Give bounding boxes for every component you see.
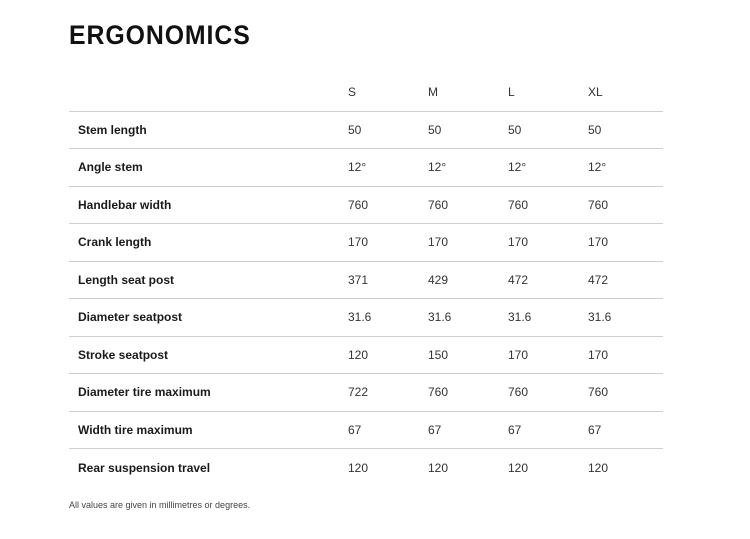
cell-value-s: 31.6 [348, 310, 372, 325]
row-label: Rear suspension travel [78, 460, 211, 475]
cell-value-m: 50 [428, 122, 442, 137]
header-size-l: L [508, 85, 515, 100]
cell-value-m: 120 [428, 460, 449, 475]
row-label: Handlebar width [78, 197, 172, 212]
cell-value-xl: 12° [588, 160, 607, 175]
table-row-width-tire-maximum [69, 411, 663, 449]
row-label: Diameter tire maximum [78, 385, 211, 400]
table-row-crank-length [69, 224, 663, 262]
cell-value-l: 760 [508, 385, 529, 400]
cell-value-m: 760 [428, 197, 449, 212]
cell-value-xl: 170 [588, 235, 609, 250]
cell-value-s: 120 [348, 347, 369, 362]
cell-value-s: 67 [348, 422, 362, 437]
cell-value-xl: 67 [588, 422, 602, 437]
table-row-diameter-seatpost [69, 299, 663, 337]
page-title: ERGONOMICS [69, 20, 251, 50]
cell-value-m: 67 [428, 422, 442, 437]
cell-value-s: 760 [348, 197, 369, 212]
ergonomics-table [69, 74, 663, 486]
cell-value-xl: 50 [588, 122, 602, 137]
row-label: Angle stem [78, 160, 143, 175]
cell-value-m: 429 [428, 272, 449, 287]
table-row-length-seat-post [69, 261, 663, 299]
row-label: Stroke seatpost [78, 347, 169, 362]
cell-value-xl: 120 [588, 460, 609, 475]
cell-value-xl: 170 [588, 347, 609, 362]
cell-value-m: 31.6 [428, 310, 452, 325]
table-row-stem-length [69, 111, 663, 149]
cell-value-l: 170 [508, 347, 529, 362]
header-size-m: M [428, 85, 438, 100]
cell-value-xl: 760 [588, 197, 609, 212]
cell-value-l: 50 [508, 122, 522, 137]
cell-value-m: 150 [428, 347, 449, 362]
cell-value-l: 472 [508, 272, 529, 287]
cell-value-l: 12° [508, 160, 527, 175]
cell-value-l: 760 [508, 197, 529, 212]
cell-value-xl: 760 [588, 385, 609, 400]
cell-value-l: 31.6 [508, 310, 532, 325]
table-row-angle-stem [69, 149, 663, 187]
cell-value-s: 50 [348, 122, 362, 137]
cell-value-m: 170 [428, 235, 449, 250]
row-label: Length seat post [78, 272, 175, 287]
cell-value-l: 67 [508, 422, 522, 437]
cell-value-s: 120 [348, 460, 369, 475]
row-label: Diameter seatpost [78, 310, 183, 325]
cell-value-s: 371 [348, 272, 369, 287]
cell-value-s: 722 [348, 385, 369, 400]
cell-value-l: 170 [508, 235, 529, 250]
cell-value-xl: 31.6 [588, 310, 612, 325]
header-size-xl: XL [588, 85, 603, 100]
cell-value-s: 12° [348, 160, 367, 175]
cell-value-m: 12° [428, 160, 447, 175]
cell-value-s: 170 [348, 235, 369, 250]
table-header-row [69, 74, 663, 111]
cell-value-l: 120 [508, 460, 529, 475]
header-label-column [69, 74, 348, 111]
cell-value-xl: 472 [588, 272, 609, 287]
row-label: Stem length [78, 122, 147, 137]
table-row-diameter-tire-maximum [69, 374, 663, 412]
cell-value-m: 760 [428, 385, 449, 400]
table-row-handlebar-width [69, 186, 663, 224]
table-row-rear-suspension-travel [69, 449, 663, 487]
header-size-s: S [348, 85, 357, 100]
row-label: Width tire maximum [78, 422, 193, 437]
row-label: Crank length [78, 235, 152, 250]
table-row-stroke-seatpost [69, 336, 663, 374]
units-footnote: All values are given in millimetres or degrees. [69, 500, 251, 510]
